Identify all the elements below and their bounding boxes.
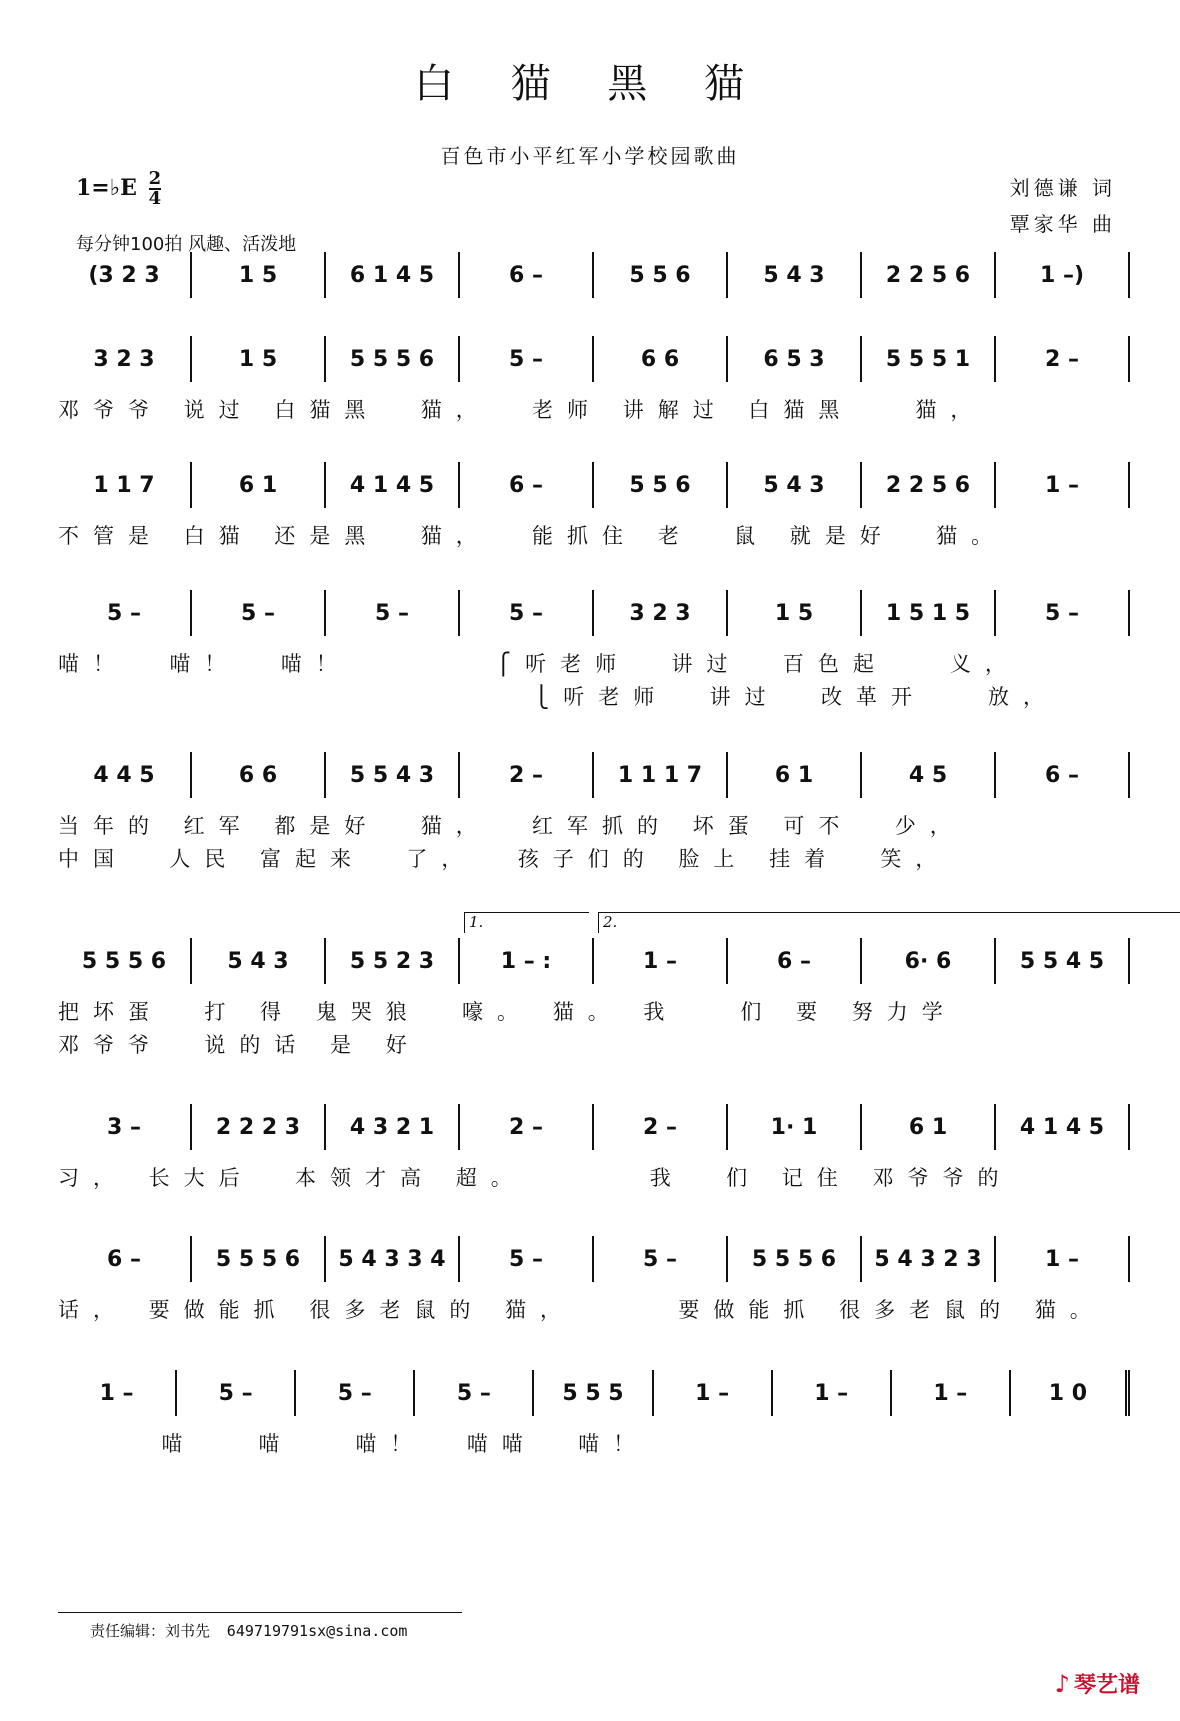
measure: 1 – :	[460, 938, 594, 984]
measure: 1 –	[58, 1370, 177, 1416]
lyric-line: ⎩听老师 讲过 改革开 放，	[58, 685, 1059, 709]
measure: 1 1 7	[58, 462, 192, 508]
measure: 1 –	[773, 1370, 892, 1416]
measure: 5 –	[460, 336, 594, 382]
measure: 4 1 4 5	[326, 462, 460, 508]
measure: 5 5 5 6	[192, 1236, 326, 1282]
measure: 1 5 1 5	[862, 590, 996, 636]
measure: 5 5 5 6	[58, 938, 192, 984]
measure: 5 4 3 2 3	[862, 1236, 996, 1282]
key-signature	[76, 170, 161, 208]
measure: 2 2 5 6	[862, 252, 996, 298]
measure: 5 –	[192, 590, 326, 636]
measure: 6 6	[594, 336, 728, 382]
music-note-icon: ♪	[1054, 1670, 1070, 1698]
volta-bracket: 2.	[598, 912, 1180, 933]
measure: 5 –	[177, 1370, 296, 1416]
measure: 6 –	[996, 752, 1130, 798]
lyric-line: 习， 长大后 本领才高 超。 我 们 记住 邓爷爷的	[58, 1166, 1013, 1190]
editor-credit: 责任编辑：刘书先	[90, 1622, 211, 1640]
measure: 2 2 5 6	[862, 462, 996, 508]
measure: 5 –	[996, 590, 1130, 636]
measure: 5 5 6	[594, 462, 728, 508]
lyric-line: 话， 要做能抓 很多老鼠的 猫， 要做能抓 很多老鼠的 猫。	[58, 1298, 1105, 1322]
measure: 6 –	[460, 252, 594, 298]
measure-row	[58, 1236, 1130, 1282]
measure: 2 –	[460, 752, 594, 798]
measure: 4 5	[862, 752, 996, 798]
measure: 1· 1	[728, 1104, 862, 1150]
measure: 1 –	[594, 938, 728, 984]
lyric-line: 当年的 红军 都是好 猫， 红军抓的 坏蛋 可不 少，	[58, 814, 965, 838]
volta-bracket: 1.	[464, 912, 589, 933]
measure: 3 2 3	[58, 336, 192, 382]
measure: 5 5 5 6	[326, 336, 460, 382]
time-bottom: 4	[148, 188, 162, 209]
measure: 1 5	[192, 336, 326, 382]
measure: 4 1 4 5	[996, 1104, 1130, 1150]
measure: 4 4 5	[58, 752, 192, 798]
measure: 5 –	[415, 1370, 534, 1416]
measure: 5 –	[58, 590, 192, 636]
measure: 6 1	[728, 752, 862, 798]
lyric-line: 喵 喵 喵！ 喵喵 喵！	[58, 1432, 649, 1456]
watermark-text: 琴艺谱	[1073, 1673, 1140, 1698]
measure: 1 0	[1011, 1370, 1130, 1416]
measure: 6 –	[460, 462, 594, 508]
measure: 5 –	[460, 590, 594, 636]
measure-row	[58, 752, 1130, 798]
measure: 5 5 6	[594, 252, 728, 298]
measure: 5 4 3	[192, 938, 326, 984]
measure: 1 –	[654, 1370, 773, 1416]
measure: 5 4 3 3 4	[326, 1236, 460, 1282]
measure: 5 –	[326, 590, 460, 636]
measure: 5 4 3	[728, 252, 862, 298]
measure: 6· 6	[862, 938, 996, 984]
measure-row	[58, 1370, 1130, 1416]
measure-row	[58, 1104, 1130, 1150]
lyric-line: 把坏蛋 打 得 鬼哭狼 嚎。 猫。 我 们 要 努力学	[58, 1000, 957, 1024]
key-label: 1=♭E	[76, 175, 137, 201]
measure: 5 5 4 3	[326, 752, 460, 798]
measure: 5 5 2 3	[326, 938, 460, 984]
measure: (3 2 3	[58, 252, 192, 298]
measure: 4 3 2 1	[326, 1104, 460, 1150]
measure: 2 –	[460, 1104, 594, 1150]
lyric-line: 不管是 白猫 还是黑 猫， 能抓住 老 鼠 就是好 猫。	[58, 524, 1007, 548]
measure: 6 1 4 5	[326, 252, 460, 298]
footer-divider	[58, 1612, 462, 1613]
measure: 1 –)	[996, 252, 1130, 298]
lyric-line: 邓爷爷 说过 白猫黑 猫， 老师 讲解过 白猫黑 猫，	[58, 398, 986, 422]
measure: 1 –	[996, 462, 1130, 508]
measure: 6 –	[728, 938, 862, 984]
lyric-line: 中国 人民 富起来 了， 孩子们的 脸上 挂着 笑，	[58, 847, 951, 871]
measure: 6 1	[862, 1104, 996, 1150]
measure: 1 5	[728, 590, 862, 636]
lyric-line: 喵！ 喵！ 喵！ ⎧听老师 讲过 百色起 义，	[58, 652, 1020, 676]
measure: 5 –	[296, 1370, 415, 1416]
tempo-marking: 每分钟100拍 风趣、活泼地	[76, 234, 297, 255]
measure: 5 –	[460, 1236, 594, 1282]
measure: 5 5 5	[534, 1370, 653, 1416]
footer-credit	[90, 1620, 407, 1641]
measure: 5 –	[594, 1236, 728, 1282]
composer-credit: 覃家华 曲	[1009, 212, 1116, 236]
measure: 5 5 5 6	[728, 1236, 862, 1282]
measure: 5 4 3	[728, 462, 862, 508]
song-subtitle: 百色市小平红军小学校园歌曲	[440, 144, 740, 168]
measure: 3 2 3	[594, 590, 728, 636]
measure: 2 –	[594, 1104, 728, 1150]
measure-row	[58, 462, 1130, 508]
lyricist-credit: 刘德谦 词	[1009, 176, 1116, 200]
measure: 2 –	[996, 336, 1130, 382]
measure: 2 2 2 3	[192, 1104, 326, 1150]
measure-row	[58, 252, 1130, 298]
lyric-line: 邓爷爷 说的话 是 好	[58, 1033, 421, 1057]
measure: 1 –	[892, 1370, 1011, 1416]
measure: 6 6	[192, 752, 326, 798]
editor-email: 649719791sx@sina.com	[226, 1622, 408, 1640]
measure-row	[58, 336, 1130, 382]
measure: 1 –	[996, 1236, 1130, 1282]
measure: 6 1	[192, 462, 326, 508]
measure: 1 1 1 7	[594, 752, 728, 798]
watermark-logo	[1055, 1668, 1140, 1699]
measure: 6 5 3	[728, 336, 862, 382]
measure: 5 5 5 1	[862, 336, 996, 382]
measure-row	[58, 938, 1130, 984]
measure: 1 5	[192, 252, 326, 298]
time-signature	[149, 170, 162, 208]
measure: 3 –	[58, 1104, 192, 1150]
song-title: 白 猫 黑 猫	[413, 61, 767, 107]
measure: 6 –	[58, 1236, 192, 1282]
measure-row	[58, 590, 1130, 636]
measure: 5 5 4 5	[996, 938, 1130, 984]
time-top: 2	[148, 168, 162, 189]
